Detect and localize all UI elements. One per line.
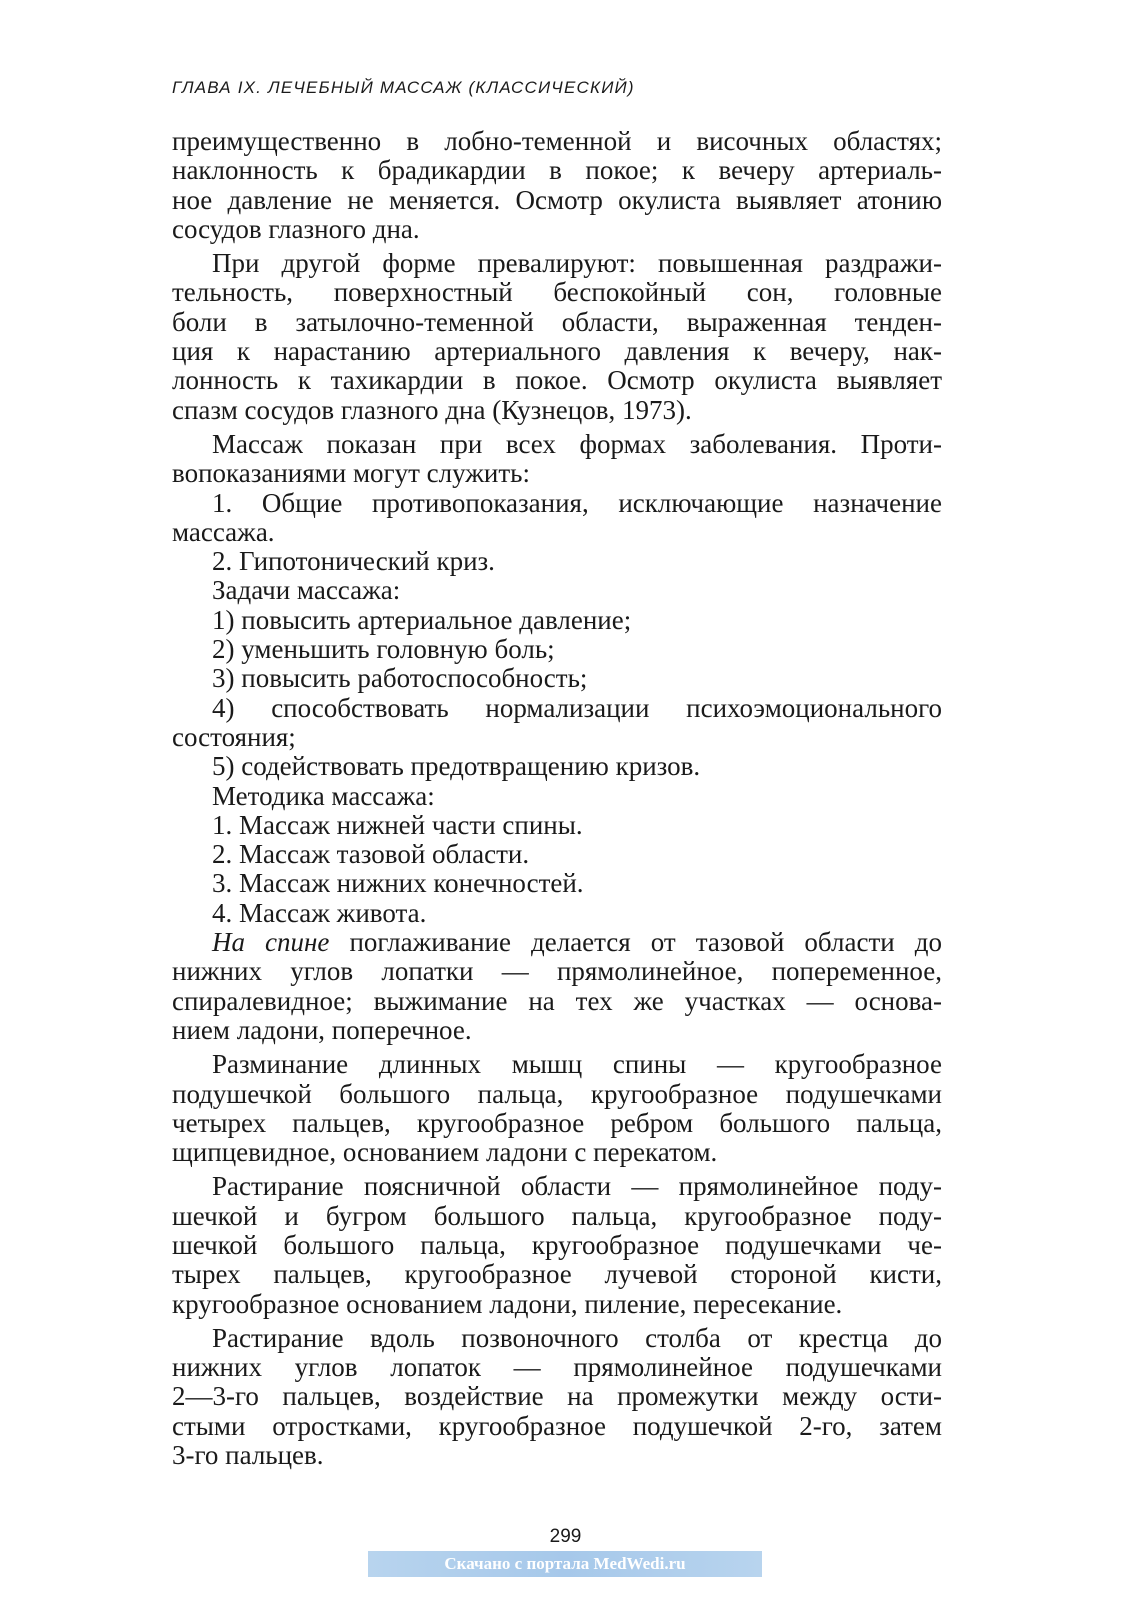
- text-line: четырех пальцев, кругообразное ребром большого пальца,: [172, 1107, 942, 1138]
- text-line: преимущественно в лобно-теменной и височных областях;: [172, 126, 942, 156]
- text-line: нижних углов лопатки — прямолинейное, попеременное,: [172, 956, 942, 987]
- list-item: 4) способствовать нормализации психоэмоционального: [212, 692, 942, 723]
- list-item: 1. Массаж нижней части спины.: [212, 809, 583, 840]
- text-line: наклонность к брадикардии в покое; к вечеру артериаль-: [172, 155, 942, 186]
- text-line: спазм сосудов глазного дна (Кузнецов, 1973).: [172, 394, 692, 425]
- body-text: [172, 127, 942, 1470]
- text-line: При другой форме превалируют: повышенная раздражи-: [212, 248, 942, 279]
- list-item: состояния;: [172, 721, 296, 752]
- list-item: 3) повысить работоспособность;: [212, 663, 588, 694]
- text-line: Растирание вдоль позвоночного столба от крестца до: [212, 1322, 942, 1353]
- text-line: Разминание длинных мышц спины — кругообразное: [212, 1049, 942, 1080]
- text-line: лонность к тахикардии в покое. Осмотр окулиста выявляет: [172, 365, 942, 396]
- list-item: 2. Гипотонический криз.: [212, 546, 495, 577]
- running-head: ГЛАВА IX. ЛЕЧЕБНЫЙ МАССАЖ (КЛАССИЧЕСКИЙ): [172, 78, 635, 97]
- text-line: шечкой и бугром большого пальца, кругообразное поду-: [172, 1200, 942, 1231]
- text-line: 2—3-го пальцев, воздействие на промежутки между ости-: [172, 1381, 942, 1412]
- list-item: 4. Массаж живота.: [212, 897, 427, 928]
- text-line: вопоказаниями могут служить:: [172, 458, 530, 489]
- text-line: сосудов глазного дна.: [172, 213, 420, 244]
- text-line: [172, 928, 942, 957]
- text-line: спиралевидное; выжимание на тех же участках — основа-: [172, 985, 942, 1016]
- list-item: 2) уменьшить головную боль;: [212, 634, 555, 665]
- text-line: боли в затылочно-теменной области, выраженная тенден-: [172, 306, 942, 337]
- text-line: подушечкой большого пальца, кругообразное подушечками: [172, 1078, 942, 1109]
- text-line: ция к нарастанию артериального давления к вечеру, нак-: [172, 336, 942, 367]
- italic-lead: На спине: [212, 927, 330, 958]
- text-line: массажа.: [172, 516, 275, 547]
- text-run: поглаживание делается от тазовой области до: [329, 927, 942, 958]
- text-line: ное давление не меняется. Осмотр окулиста выявляет атонию: [172, 184, 942, 215]
- page-number: 299: [549, 1526, 582, 1547]
- list-item: 2. Массаж тазовой области.: [212, 839, 530, 870]
- text-line: 1. Общие противопоказания, исключающие назначение: [212, 487, 942, 518]
- text-line: стыми отростками, кругообразное подушечкой 2-го, затем: [172, 1410, 942, 1441]
- text-line: нием ладони, поперечное.: [172, 1014, 472, 1045]
- list-item: 1) повысить артериальное давление;: [212, 604, 632, 635]
- text-line: шечкой большого пальца, кругообразное подушечками че-: [172, 1229, 942, 1260]
- text-line: 3-го пальцев.: [172, 1440, 324, 1471]
- text-line: нижних углов лопаток — прямолинейное подушечками: [172, 1352, 942, 1383]
- text-line: кругообразное основанием ладони, пиление, пересекание.: [172, 1288, 843, 1319]
- section-label: Методика массажа:: [212, 780, 435, 811]
- text-line: Растирание поясничной области — прямолинейное поду-: [212, 1171, 942, 1202]
- list-item: 5) содействовать предотвращению кризов.: [212, 751, 701, 782]
- text-line: тельность, поверхностный беспокойный сон, головные: [172, 277, 942, 308]
- text-line: щипцевидное, основанием ладони с перекатом.: [172, 1137, 718, 1168]
- section-label: Задачи массажа:: [212, 575, 401, 606]
- list-item: 3. Массаж нижних конечностей.: [212, 868, 584, 899]
- text-line: Массаж показан при всех формах заболевания. Проти-: [212, 428, 942, 459]
- text-line: тырех пальцев, кругообразное лучевой стороной кисти,: [172, 1259, 942, 1290]
- download-watermark: Скачано с портала MedWedi.ru: [368, 1551, 762, 1577]
